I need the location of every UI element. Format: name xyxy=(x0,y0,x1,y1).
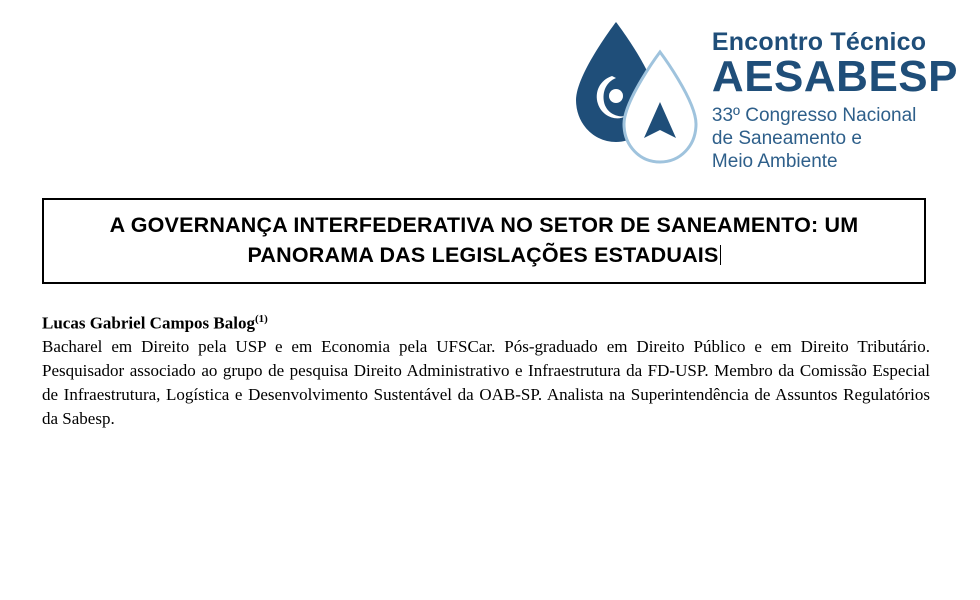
logo-subtitle xyxy=(712,104,958,174)
author-name xyxy=(42,313,930,334)
logo-subtitle-line-1: 33º Congresso Nacional xyxy=(711,104,917,126)
logo-line-encontro-tecnico: Encontro Técnico xyxy=(711,28,927,56)
text-cursor xyxy=(720,245,721,265)
page-title xyxy=(84,211,885,270)
logo-line-aesabesp: AESABESP xyxy=(711,52,958,101)
paper-title-box xyxy=(42,198,926,284)
author-block xyxy=(42,313,930,431)
congress-logo-block xyxy=(568,18,958,173)
author-biography: Bacharel em Direito pela USP e em Economia pela UFSCar. Pós-graduado em Direito Público e em Direito Tributário. Pesquisador associado ao grupo de pesquisa Direito Administrativo e Infraestrutura da FD-USP. Membro da Comissão Especial de Infraestrutura, Logística e Desenvolvimento Sustentável da OAB-SP. Analista na Superintendência de Assuntos Regulatórios da Sabesp. xyxy=(42,336,930,429)
logo-wordmark xyxy=(712,18,958,173)
author-name-text: Lucas Gabriel Campos Balog xyxy=(42,313,255,333)
author-footnote-marker: (1) xyxy=(255,313,268,325)
aesabesp-water-drop-logo xyxy=(568,18,698,166)
logo-subtitle-line-3: Meio Ambiente xyxy=(711,151,838,173)
page-title-line-1: A GOVERNANÇA INTERFEDERATIVA NO SETOR DE SANEAMENTO: UM xyxy=(109,213,859,238)
logo-subtitle-line-2: de Saneamento e xyxy=(711,127,862,149)
page-title-line-2: PANORAMA DAS LEGISLAÇÕES ESTADUAIS xyxy=(247,243,719,267)
